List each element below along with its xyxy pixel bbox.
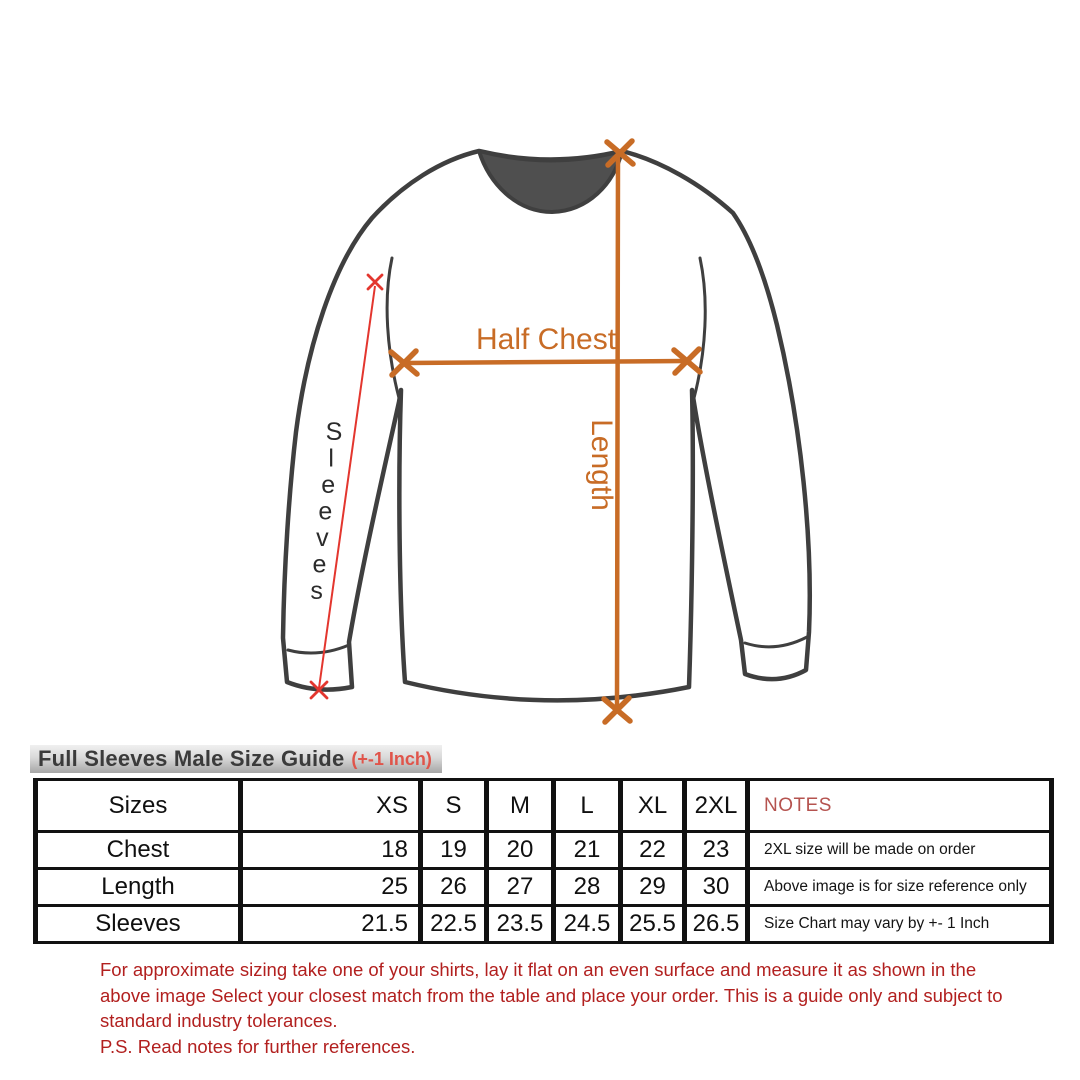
sleeves-s: 22.5 [421,906,487,943]
sleeves-xs: 21.5 [241,906,421,943]
sleeves-label-letter: l [328,444,334,473]
chest-2xl: 23 [685,832,748,869]
row-label: Sleeves [36,906,241,943]
header-size-l: L [554,780,621,832]
sleeves-label-letter: e [321,471,336,499]
chest-s: 19 [421,832,487,869]
table-header-row [36,780,1052,832]
row-label: Length [36,869,241,906]
shirt-outline-path [283,151,810,700]
table-row-length [36,869,1052,906]
chest-l: 21 [554,832,621,869]
table-row-chest [36,832,1052,869]
length-s: 26 [421,869,487,906]
chest-xl: 22 [621,832,685,869]
row-label: Chest [36,832,241,869]
header-size-2xl: 2XL [685,780,748,832]
sleeves-note: Size Chart may vary by +- 1 Inch [748,906,1052,943]
header-size-s: S [421,780,487,832]
footer-line: standard industry tolerances. [100,1010,338,1031]
sleeves-l: 24.5 [554,906,621,943]
table-row-sleeves [36,906,1052,943]
sleeves-label-letter: S [325,418,343,446]
sleeves-m: 23.5 [487,906,554,943]
sleeves-label-letter: e [312,550,327,579]
length-label: Length [585,419,618,511]
footer-line: above image Select your closest match from the table and place your order. This is a guide only and subject to [100,984,1003,1006]
chest-xs: 18 [241,832,421,869]
sleeves-label-letter: v [316,524,329,552]
header-notes: NOTES [748,780,1052,832]
sleeves-2xl: 26.5 [685,906,748,943]
half-chest-label: Half Chest [475,323,617,356]
title-bar [30,745,442,773]
tolerance-note: (+-1 Inch) [351,748,432,769]
length-2xl: 30 [685,869,748,906]
footer-instructions [100,957,1060,1059]
length-note: Above image is for size reference only [748,869,1052,906]
header-sizes: Sizes [36,780,241,832]
chest-note: 2XL size will be made on order [748,832,1052,869]
footer-line: P.S. Read notes for further references. [100,1035,416,1057]
header-size-xs: XS [241,780,421,832]
header-size-m: M [487,780,554,832]
sleeves-label-letter: e [318,497,333,526]
length-l: 28 [554,869,621,906]
length-xl: 29 [621,869,685,906]
sleeves-xl: 25.5 [621,906,685,943]
chest-m: 20 [487,832,554,869]
half-chest-measure-line [406,361,685,363]
size-table [33,778,1054,944]
length-xs: 25 [241,869,421,906]
footer-line: For approximate sizing take one of your shirts, lay it flat on an even surface and measure it as shown in the [100,959,977,980]
length-m: 27 [487,869,554,906]
sleeves-label-letter: s [310,577,323,605]
page-title: Full Sleeves Male Size Guide [38,746,345,771]
header-size-xl: XL [621,780,685,832]
